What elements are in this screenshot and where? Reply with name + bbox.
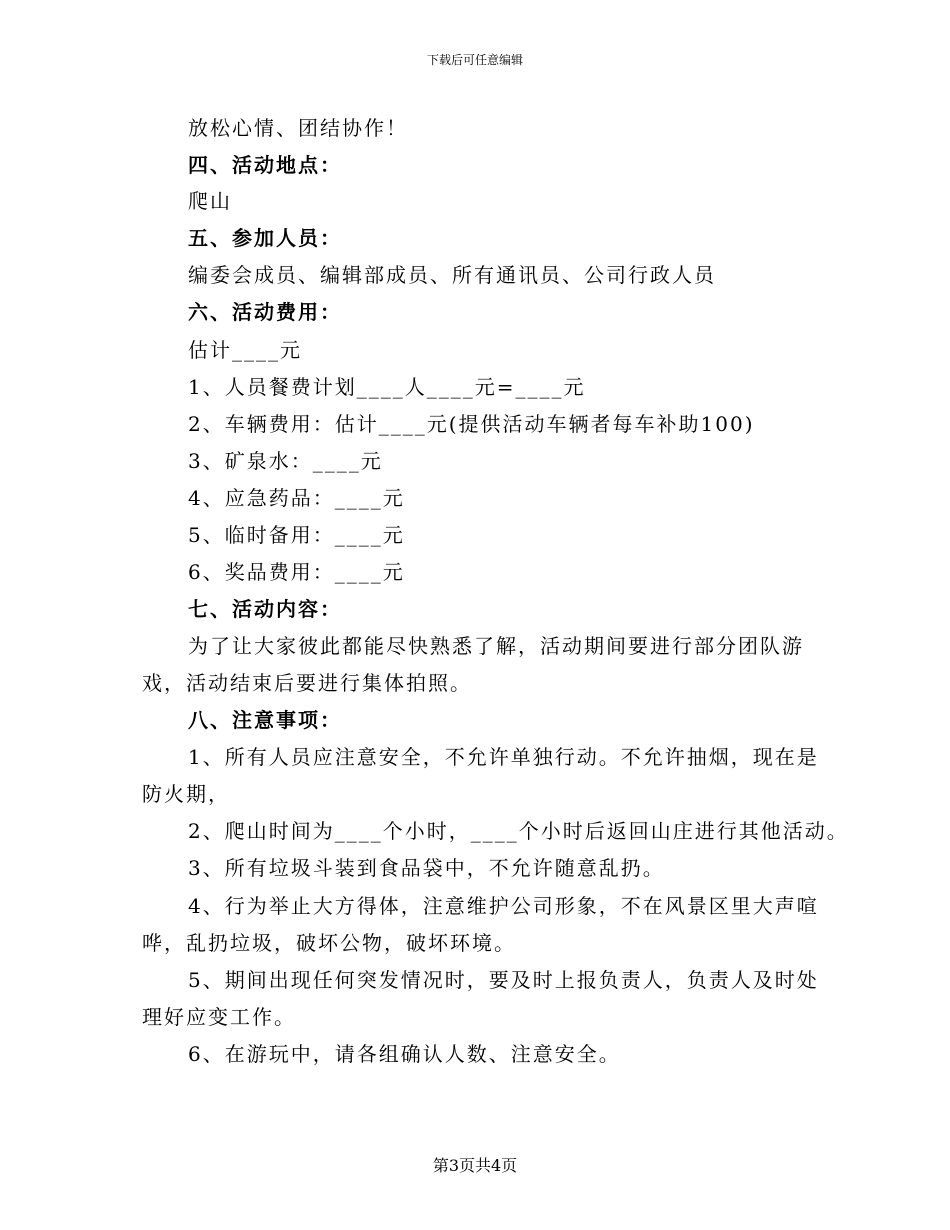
list-item: 3、矿泉水：____元 [188,449,383,473]
text-line: 编委会成员、编辑部成员、所有通讯员、公司行政人员 [188,263,716,287]
list-item: 4、应急药品：____元 [188,486,405,510]
list-item: 1、人员餐费计划____人____元=____元 [188,375,586,399]
list-item: 6、在游玩中，请各组确认人数、注意安全。 [188,1042,621,1066]
section-heading: 八、注意事项： [188,708,342,732]
list-item: 2、爬山时间为____个小时，____个小时后返回山庄进行其他活动。 [188,819,849,843]
list-item-continuation: 哗，乱扔垃圾，破坏公物，破坏环境。 [142,931,516,955]
list-item: 4、行为举止大方得体，注意维护公司形象，不在风景区里大声喧 [188,894,819,918]
section-heading: 六、活动费用： [188,300,342,324]
list-item-continuation: 防火期， [142,782,230,806]
list-item-continuation: 理好应变工作。 [142,1005,296,1029]
list-item: 5、临时备用：____元 [188,523,405,547]
list-item: 5、期间出现任何突发情况时，要及时上报负责人，负责人及时处 [188,968,819,992]
page-number: 第3页共4页 [432,1156,518,1175]
paragraph-line: 戏，活动结束后要进行集体拍照。 [142,671,472,695]
section-heading: 七、活动内容： [188,597,342,621]
section-heading: 五、参加人员： [188,226,342,250]
list-item: 3、所有垃圾斗装到食品袋中，不允许随意乱扔。 [188,856,665,880]
section-heading: 四、活动地点： [188,153,342,177]
text-line: 爬山 [188,189,232,213]
list-item: 2、车辆费用：估计____元(提供活动车辆者每车补助100) [188,412,755,436]
text-line: 估计____元 [188,338,302,362]
paragraph-line: 为了让大家彼此都能尽快熟悉了解，活动期间要进行部分团队游 [188,634,804,658]
list-item: 1、所有人员应注意安全，不允许单独行动。不允许抽烟，现在是 [188,745,819,769]
list-item: 6、奖品费用：____元 [188,560,405,584]
page-header: 下载后可任意编辑 [426,53,523,67]
text-line: 放松心情、团结协作！ [188,116,408,140]
